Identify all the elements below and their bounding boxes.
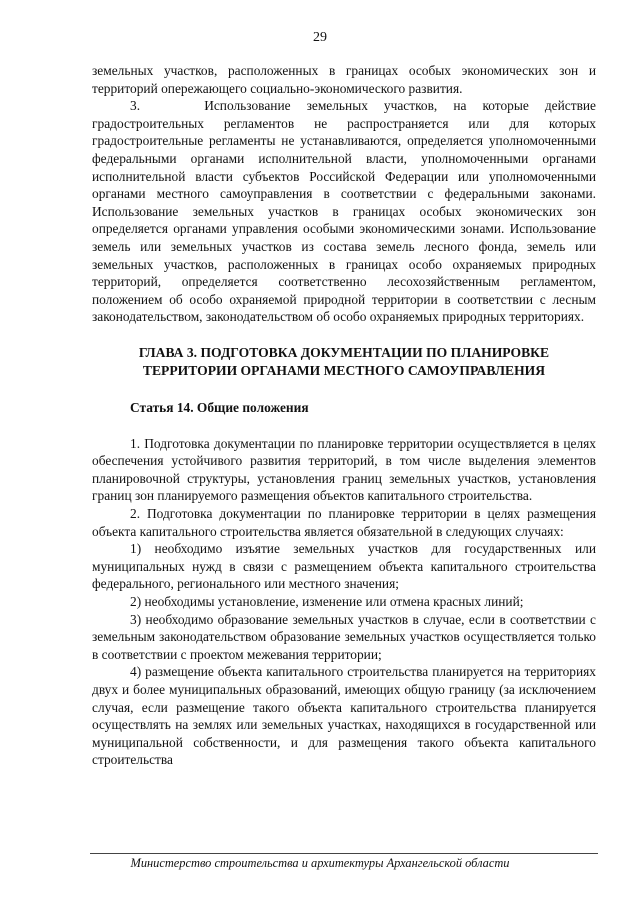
paragraph-article-1: 1. Подготовка документации по планировке территории осуществляется в целях обеспечения устойчивого развития территорий, в том числе выделения элементов планировочной структуры, установления границ земельных участков, установления границ зон планируемого размещения объектов капитального строительства. (92, 435, 596, 504)
paragraph-case-1: 1) необходимо изъятие земельных участков для государственных или муниципальных нужд в связи с размещением объекта капитального строительства федерального, регионального или местного значения; (92, 541, 596, 592)
paragraph-case-4: 4) размещение объекта капитального строительства планируется на территориях двух и более муниципальных образований, имеющих общую границу (за исключением случая, если размещение такого объекта капитального строительства планируется осуществлять на землях или земельных участках, находящихся в государственной или муниципальной собственности, и для размещения такого объекта капитального строительства (92, 664, 596, 768)
paragraph-case-3: 3) необходимо образование земельных участков в случае, если в соответствии с земельным законодательством образование земельных участков осуществляется только в соответствии с проектом межевания территории; (92, 611, 596, 662)
chapter-title: ГЛАВА 3. ПОДГОТОВКА ДОКУМЕНТАЦИИ ПО ПЛАНИРОВКЕ ТЕРРИТОРИИ ОРГАНАМИ МЕСТНОГО САМОУПРАВЛЕНИЯ (138, 344, 550, 378)
paragraph-item-3: 3. Использование земельных участков, на которые действие градостроительных регламентов не распространяется или для которых градостроительные регламенты не устанавливаются, определяется уполномоченными федеральными органами исполнительной власти, уполномоченными органами исполнительной власти субъектов Российской Федерации или уполномоченными органами местного самоуправления в соответствии с федеральными законами. Использование земельных участков в границах особых экономических зон определяется органами управления особыми экономическими зонами. Использование земель или земельных участков из состава земель лесного фонда, земель или земельных участков, расположенных в границах особо охраняемых природных территорий, определяется соответственно лесохозяйственным регламентом, положением об особо охраняемой природной территории в соответствии с лесным законодательством, законодательством об особо охраняемых природных территориях. (92, 98, 596, 325)
page-number: 29 (313, 30, 327, 45)
paragraph-continuation: земельных участков, расположенных в границах особых экономических зон и территорий опережающего социально-экономического развития. (92, 63, 596, 96)
paragraph-article-2: 2. Подготовка документации по планировке территории в целях размещения объекта капитального строительства является обязательной в следующих случаях: (92, 506, 596, 539)
footer-divider (90, 853, 598, 854)
article-title: Статья 14. Общие положения (130, 400, 309, 416)
footer-text: Министерство строительства и архитектуры Архангельской области (130, 856, 510, 870)
page-content (92, 62, 596, 769)
paragraph-case-2: 2) необходимы установление, изменение или отмена красных линий; (130, 594, 524, 610)
